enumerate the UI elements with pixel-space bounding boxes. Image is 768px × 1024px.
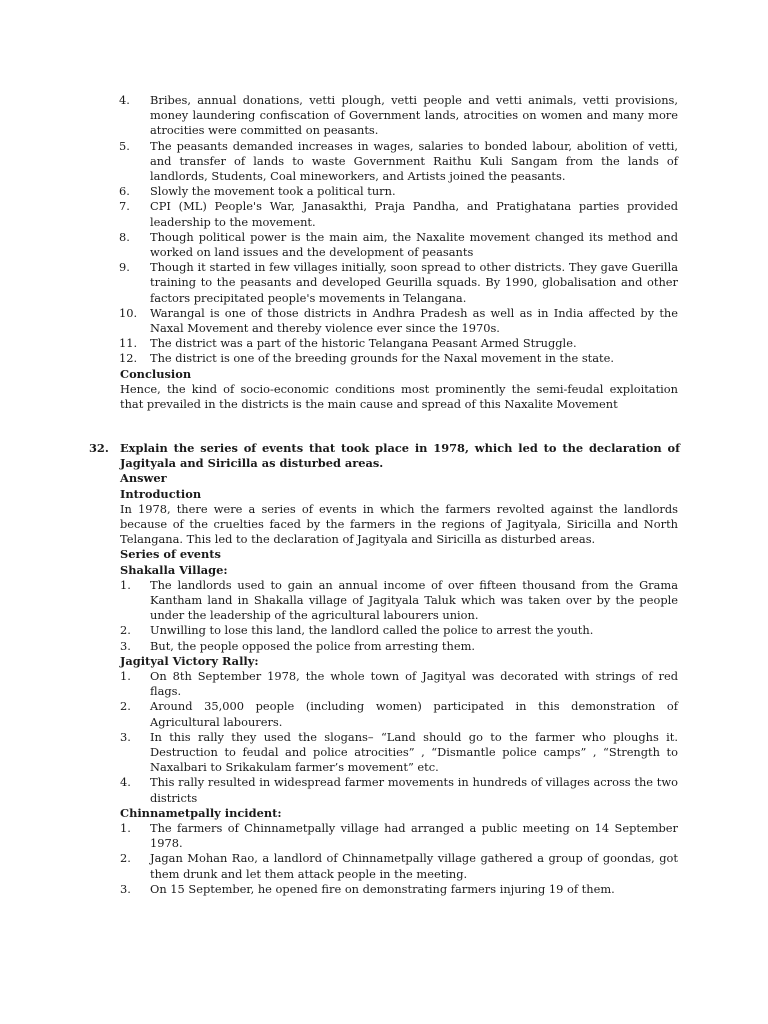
- item-text: On 8th September 1978, the whole town of Jagityal was decorated with strings of red flags.: [150, 669, 678, 699]
- item-text: Slowly the movement took a political turn.: [150, 184, 396, 199]
- item-number: 12.: [119, 351, 138, 366]
- item-text: Warangal is one of those districts in Andhra Pradesh as well as in India affected by the Naxal Movement and thereby violence ever since the 1970s.: [150, 305, 678, 336]
- list-item: [0, 260, 768, 306]
- item-text: The district is one of the breeding grounds for the Naxal movement in the state.: [150, 351, 614, 366]
- conclusion-text: Hence, the kind of socio-economic conditions most prominently the semi-feudal exploitation that prevailed in the districts is the main cause and spread of this Naxalite Movement: [120, 381, 678, 412]
- list-item: [0, 882, 768, 897]
- item-text: In this rally they used the slogans– “Land should go to the farmer who ploughs it. Destruction to feudal and police atrocities” , “Dismantle police camps” , “Strength to Naxalbari to Srikakulam farmer’s movement” etc.: [150, 729, 678, 775]
- item-number: 3.: [120, 881, 131, 896]
- chinnametpally-heading: Chinnametpally incident:: [120, 805, 282, 820]
- item-number: 9.: [119, 260, 130, 275]
- list-item: [0, 699, 768, 729]
- list-item: [0, 199, 768, 229]
- item-number: 2.: [120, 623, 131, 638]
- list-item: [0, 639, 768, 654]
- item-text: Jagan Mohan Rao, a landlord of Chinnametpally village gathered a group of goondas, got them drunk and let them attack people in the meeting.: [150, 851, 678, 881]
- question-number: 32.: [89, 441, 109, 455]
- list-item: [0, 821, 768, 851]
- item-text: The district was a part of the historic Telangana Peasant Armed Struggle.: [150, 336, 577, 351]
- list-item: [0, 336, 768, 351]
- item-number: 3.: [120, 638, 131, 653]
- rally-heading: Jagityal Victory Rally:: [120, 653, 259, 668]
- item-text: On 15 September, he opened fire on demonstrating farmers injuring 19 of them.: [150, 881, 615, 896]
- introduction-text: In 1978, there were a series of events in which the farmers revolted against the landlords because of the cruelties faced by the farmers in the regions of Jagityala, Siricilla and North Telangana. This led to the declaration of Jagityala and Siricilla as disturbed areas.: [120, 501, 678, 547]
- answer-label: Answer: [120, 471, 167, 486]
- item-number: 2.: [120, 851, 131, 866]
- item-text: The farmers of Chinnametpally village had arranged a public meeting on 14 September 1978.: [150, 821, 678, 851]
- item-text: But, the people opposed the police from arresting them.: [150, 638, 475, 653]
- item-number: 7.: [119, 199, 130, 214]
- item-number: 1.: [120, 669, 131, 684]
- item-number: 1.: [120, 577, 131, 592]
- list-item: [0, 139, 768, 185]
- question-text: Explain the series of events that took place in 1978, which led to the declaration of Jagityala and Siricilla as disturbed areas.: [120, 441, 680, 471]
- question-32: [0, 441, 768, 897]
- list-item: [0, 730, 768, 776]
- item-text: Though political power is the main aim, the Naxalite movement changed its method and worked on land issues and the development of peasants: [150, 229, 678, 260]
- item-text: This rally resulted in widespread farmer movements in hundreds of villages across the two districts: [150, 775, 678, 805]
- list-item: [0, 623, 768, 638]
- list-item: [0, 184, 768, 199]
- item-number: 5.: [119, 138, 130, 153]
- item-number: 11.: [119, 336, 138, 351]
- item-text: CPI (ML) People's War, Janasakthi, Praja Pandha, and Pratighatana parties provided leadership to the movement.: [150, 199, 678, 229]
- item-text: Bribes, annual donations, vetti plough, vetti people and vetti animals, vetti provisions, money laundering confiscation of Government lands, atrocities on women and many more atrocities were committed on peasants.: [150, 93, 678, 138]
- item-number: 3.: [120, 729, 131, 744]
- item-text: Unwilling to lose this land, the landlord called the police to arrest the youth.: [150, 623, 594, 638]
- series-heading: Series of events: [120, 547, 221, 562]
- item-number: 1.: [120, 821, 131, 836]
- shakalla-heading: Shakalla Village:: [120, 562, 228, 577]
- introduction-heading: Introduction: [120, 486, 202, 501]
- item-number: 10.: [119, 305, 138, 320]
- section-a: [0, 93, 768, 412]
- item-number: 4.: [120, 775, 131, 790]
- item-number: 4.: [119, 93, 130, 107]
- conclusion-heading: Conclusion: [120, 366, 192, 381]
- item-text: Though it started in few villages initially, soon spread to other districts. They gave Guerilla training to the peasants and developed Geurilla squads. By 1990, globalisation and other factors precipitated people's movements in Telangana.: [150, 260, 678, 305]
- item-text: The landlords used to gain an annual income of over fifteen thousand from the Grama Kantham land in Shakalla village of Jagityala Taluk which was taken over by the people under the leadership of the agricultural labourers union.: [150, 577, 678, 623]
- list-item: [0, 306, 768, 336]
- list-item: [0, 578, 768, 624]
- item-text: The peasants demanded increases in wages, salaries to bonded labour, abolition of vetti, and transfer of lands to waste Government Raithu Kuli Sangam from the lands of landlords, Students, Coal mineworkers, and Artists joined the peasants.: [150, 138, 678, 184]
- question-text-block: [0, 441, 768, 471]
- list-item: [0, 775, 768, 805]
- list-item: [0, 230, 768, 260]
- item-number: 6.: [119, 184, 130, 199]
- item-text: Around 35,000 people (including women) participated in this demonstration of Agricultural labourers.: [150, 699, 678, 729]
- item-number: 8.: [119, 229, 130, 244]
- item-number: 2.: [120, 699, 131, 714]
- list-item: [0, 351, 768, 366]
- list-item: [0, 851, 768, 881]
- list-item: [0, 93, 768, 139]
- list-item: [0, 669, 768, 699]
